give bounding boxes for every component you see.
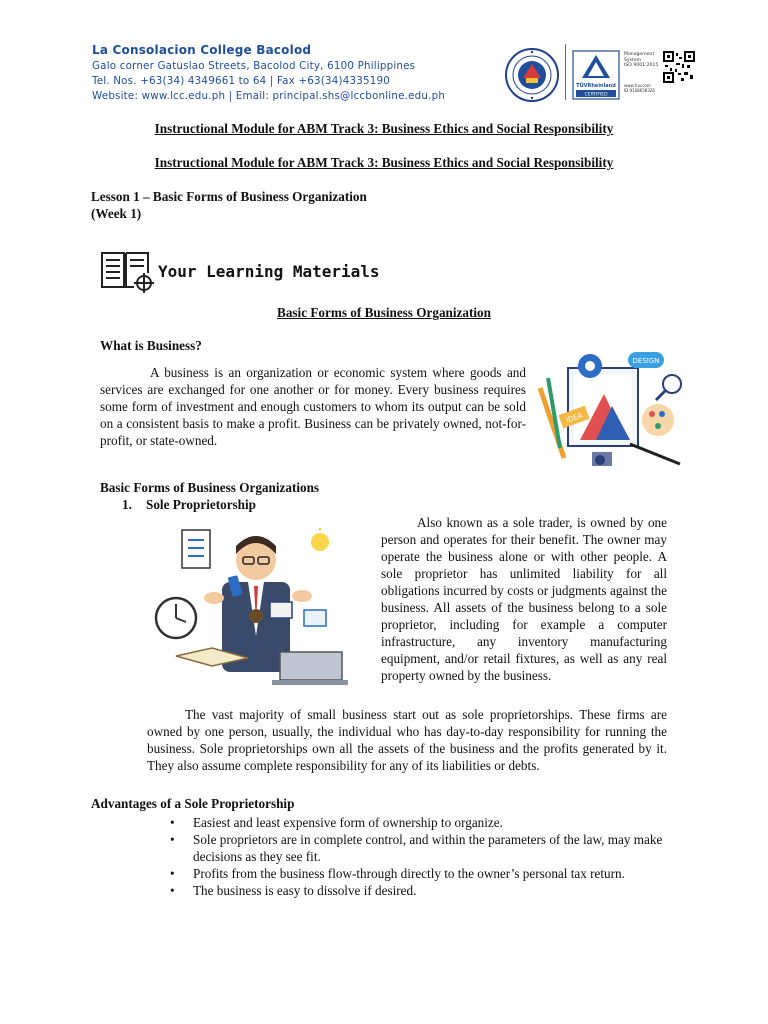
list-item: • The business is easy to dissolve if desired. — [170, 882, 680, 899]
idea-label: IDEA — [565, 411, 584, 425]
advantages-list — [170, 814, 680, 899]
multitasking-businessman-illustration — [152, 526, 352, 688]
what-is-business-heading: What is Business? — [100, 338, 202, 353]
certification-id: www.tuv.com ID 9108658326 — [624, 83, 655, 93]
certification-text: Management System ISO 9001:2015 — [624, 52, 659, 69]
learning-materials-label: Your Learning Materials — [158, 262, 380, 281]
list-item: • Profits from the business flow-through directly to the owner’s personal tax return. — [170, 865, 680, 882]
lesson-heading: Lesson 1 – Basic Forms of Business Organization (Week 1) — [91, 189, 367, 221]
advantages-heading: Advantages of a Sole Proprietorship — [91, 796, 295, 811]
school-address: Galo corner Gatuslao Streets, Bacolod City, 6100 Philippines — [92, 60, 416, 72]
basic-forms-heading: Basic Forms of Business Organizations — [100, 480, 320, 495]
design-label: DESIGN — [632, 357, 660, 365]
module-title-repeat: Instructional Module for ABM Track 3: Business Ethics and Social Responsibility — [154, 155, 614, 170]
list-item: • Sole proprietors are in complete control, and within the parameters of the law, may make decisions as they see fit. — [170, 831, 680, 865]
sole-proprietorship-detail-text: The vast majority of small business start out as sole proprietorships. These firms are owned by one person, usually, the individual who has day-to-day responsibility for running the business. Sole proprietorships own all the assets of the business and the profits generated by it. They also assume complete responsibility for any of its liabilities or debts. — [147, 707, 667, 773]
list-number: 1. — [122, 497, 132, 512]
section-title: Basic Forms of Business Organization — [277, 305, 491, 320]
learning-materials-icon — [100, 249, 156, 295]
header-divider — [565, 44, 566, 100]
certified-label: CERTIFIED — [584, 92, 608, 98]
tuv-certification-logo — [572, 50, 620, 100]
college-seal-logo — [505, 48, 559, 102]
school-name: La Consolacion College Bacolod — [92, 43, 312, 57]
business-ideas-illustration — [530, 348, 688, 474]
what-is-business-text: A business is an organization or economic system where goods and services are exchanged for one another or for money. Every business requires some form of investment and enough customers to whom its output can be sold on a consistent basis to make a profit. Business can be privately owned, not-for-profit, or state-owned. — [100, 365, 526, 448]
tuv-label: TÜVRheinland — [576, 83, 616, 89]
sole-proprietorship-heading: 1. Sole Proprietorship — [122, 497, 257, 512]
school-website: Website: www.lcc.edu.ph | Email: principal.shs@lccbonline.edu.ph — [92, 90, 446, 102]
school-phone: Tel. Nos. +63(34) 4349661 to 64 | Fax +63(34)4335190 — [92, 75, 390, 87]
sole-proprietorship-text: Also known as a sole trader, is owned by one person and operates for their benefit. The owner may operate the business alone or with other people. A sole proprietor has unlimited liability for all obligations incurred by costs or judgments against the business. All assets of the business belong to a sole proprietor, including for example a computer infrastructure, any inventory manufacturing equipment, and/or retail fixtures, as well as any real property owned by the business. — [381, 515, 667, 683]
qr-code-icon — [663, 51, 695, 83]
module-title: Instructional Module for ABM Track 3: Business Ethics and Social Responsibility — [154, 121, 614, 136]
list-item: • Easiest and least expensive form of ownership to organize. — [170, 814, 680, 831]
